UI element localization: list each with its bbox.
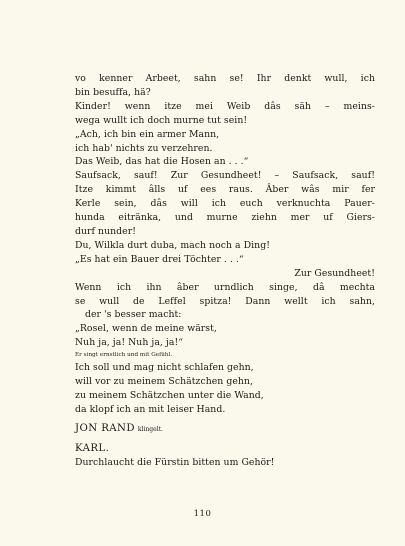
text-line: Das Weib, das hat die Hosen an . . .“	[75, 156, 249, 168]
text-line: „Ach, ich bin ein armer Mann,	[75, 128, 220, 140]
text-line: Itze kimmt âlls uf ees raus. Âber wâs mir fer	[75, 184, 375, 196]
text-line: Kerle sein, dâs will ich euch verknuchta Pauer-	[75, 198, 375, 210]
page-number: 110	[193, 509, 212, 519]
stage-direction: klingelt.	[137, 425, 163, 433]
text-line: hunda eitränka, und murne ziehn mer uf Giers-	[75, 212, 375, 224]
text-line: will vor zu meinem Schätzchen gehn,	[75, 376, 253, 388]
text-line: vo kenner Arbeet, sahn se! Ihr denkt wull, ich	[75, 73, 375, 84]
text-line: zu meinem Schätzchen unter die Wand,	[75, 389, 264, 401]
text-line: der 's besser macht:	[85, 309, 182, 321]
stage-direction: Er singt ernstlich und mit Gefühl.	[75, 352, 173, 359]
speaker-line	[75, 422, 375, 437]
text-line: Saufsack, sauf! Zur Gesundheet! – Saufsack, sauf!	[75, 170, 375, 182]
text-line: Du, Wilkla durt duba, mach noch a Ding!	[75, 239, 271, 251]
speaker-name: KARL.	[75, 442, 110, 454]
text-line: durf nunder!	[75, 225, 136, 237]
text-line: wega wullt ich doch murne tut sein!	[75, 114, 248, 126]
text-line: Kinder! wenn itze mei Weib dâs säh – meins-	[75, 100, 375, 112]
text-line: „Es hat ein Bauer drei Töchter . . .“	[75, 253, 244, 265]
text-line: Wenn ich ihn âber urndlich singe, dâ mechta	[75, 281, 375, 293]
text-line: Ich soll und mag nicht schlafen gehn,	[75, 362, 254, 374]
text-line: ich hab' nichts zu verzehren.	[75, 142, 213, 154]
speaker-name: JON RAND	[75, 422, 135, 434]
text-line: Zur Gesundheet!	[294, 267, 375, 279]
text-line: da klopf ich an mit leiser Hand.	[75, 403, 226, 415]
page-text	[75, 72, 375, 469]
text-line: „Rosel, wenn de meine wärst,	[75, 323, 217, 335]
text-line: Durchlaucht die Fürstin bitten um Gehör!	[75, 456, 275, 468]
text-line: se wull de Leffel spitza! Dann wellt ich sahn,	[75, 295, 375, 307]
text-line: bin besuffa, hä?	[75, 86, 151, 98]
text-line: Nuh ja, ja! Nuh ja, ja!“	[75, 337, 184, 349]
